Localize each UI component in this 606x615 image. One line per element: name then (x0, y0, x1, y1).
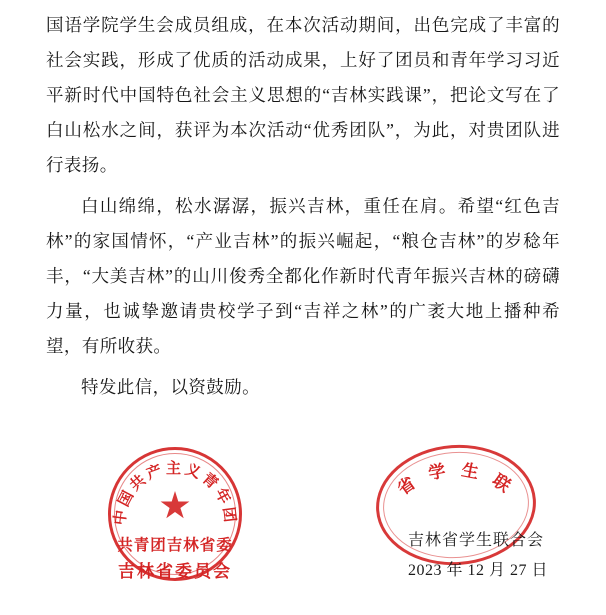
seal-line-2: 吉林省委员会 (118, 562, 232, 581)
seal-arc-text: 中国共产主义青年团 (112, 461, 238, 527)
paragraph-2: 白山绵绵，松水潺潺，振兴吉林，重任在肩。希望“红色吉林”的家国情怀，“产业吉林”的振兴崛起，“粮仓吉林”的岁稔年丰，“大美吉林”的山川俊秀全都化作新时代青年振兴吉林的磅礴力量，也诚挚邀请贵校学子到“吉祥之林”的广袤大地上播种希望，有所收获。 (46, 196, 560, 356)
seal-arc-text: 省 学 生 联 (394, 460, 518, 499)
signature-date: 2023 年 12 月 27 日 (408, 562, 549, 579)
paragraph-3: 特发此信，以资鼓励。 (81, 377, 260, 397)
seal-line-1: 共青团吉林省委 (117, 537, 233, 554)
signature-organization: 吉林省学生联合会 (408, 532, 545, 549)
signature-block (46, 445, 560, 615)
paragraph-1: 国语学院学生会成员组成，在本次活动期间，出色完成了丰富的社会实践，形成了优质的活动成果，上好了团员和青年学习习近平新时代中国特色社会主义思想的“吉林实践课”，把论文写在了白山松水之间，获评为本次活动“优秀团队”，为此，对贵团队进行表扬。 (46, 15, 560, 175)
